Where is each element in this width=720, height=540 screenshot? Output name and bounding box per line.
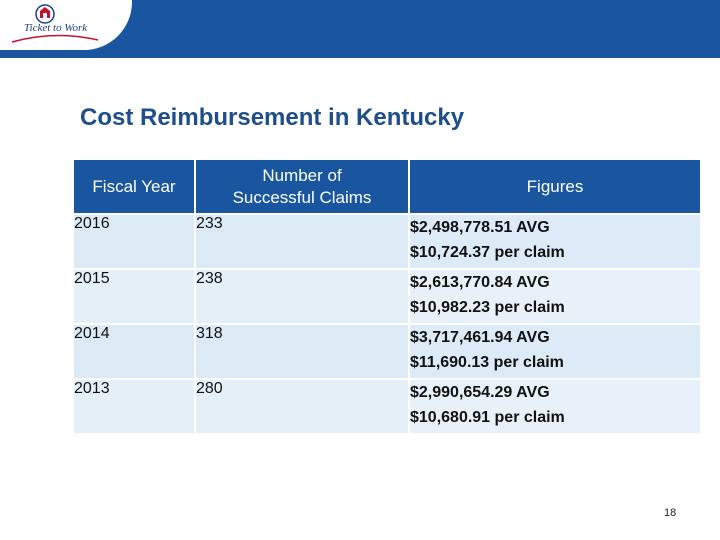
logo[interactable]: [0, 0, 132, 50]
figures-cell: [409, 379, 701, 434]
claims-cell: 280: [195, 379, 409, 434]
fiscal-year-cell: 2013: [73, 379, 195, 434]
figures-cell: [409, 269, 701, 324]
header-claims-line2: Successful Claims: [232, 187, 372, 207]
table-header-row: [73, 159, 701, 214]
table-row: [73, 269, 701, 324]
header-successful-claims: [195, 159, 409, 214]
table-row: [73, 214, 701, 269]
figure-total: $3,717,461.94 AVG: [410, 329, 550, 346]
header-claims-line1: Number of: [262, 165, 342, 185]
claims-cell: 318: [195, 324, 409, 379]
figure-average: $10,680.91 per claim: [410, 409, 565, 426]
page-number: 18: [664, 507, 677, 519]
header-figures: Figures: [409, 159, 701, 214]
page-title: Cost Reimbursement in Kentucky: [80, 104, 465, 131]
table-row: [73, 379, 701, 434]
fiscal-year-cell: 2014: [73, 324, 195, 379]
fiscal-year-cell: 2016: [73, 214, 195, 269]
table-row: [73, 324, 701, 379]
logo-text: Ticket to Work: [24, 22, 88, 34]
logo-swoosh-icon: [10, 32, 100, 44]
header-fiscal-year: Fiscal Year: [73, 159, 195, 214]
figure-average: $10,724.37 per claim: [410, 244, 565, 261]
figures-cell: [409, 214, 701, 269]
header-bar: [0, 0, 720, 58]
claims-cell: 238: [195, 269, 409, 324]
figure-average: $11,690.13 per claim: [410, 354, 564, 371]
figure-total: $2,990,654.29 AVG: [410, 384, 550, 401]
claims-cell: 233: [195, 214, 409, 269]
fiscal-year-cell: 2015: [73, 269, 195, 324]
figure-total: $2,498,778.51 AVG: [410, 219, 550, 236]
reimbursement-table: [72, 158, 702, 435]
figures-cell: [409, 324, 701, 379]
figure-average: $10,982.23 per claim: [410, 299, 565, 316]
figure-total: $2,613,770.84 AVG: [410, 274, 550, 291]
